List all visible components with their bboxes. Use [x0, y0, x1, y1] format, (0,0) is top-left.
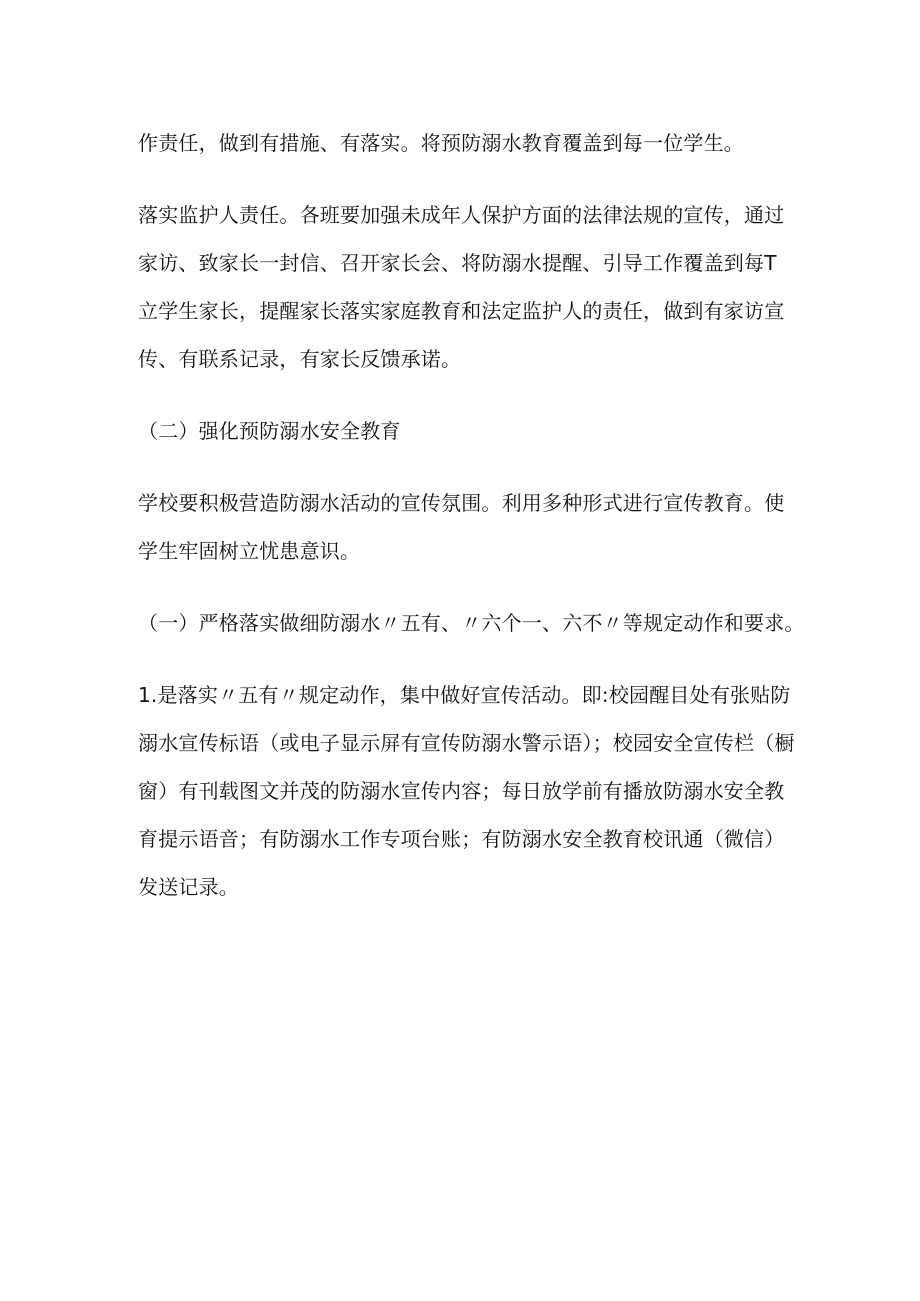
- text-line: 作责任，做到有措施、有落实。将预防溺水教育覆盖到每一位学生。: [138, 131, 744, 155]
- text-line: 1.是落实〃五有〃规定动作，集中做好宣传活动。即:校园醒目处有张贴防: [138, 683, 791, 707]
- text-line: 发送记录。: [138, 875, 239, 899]
- text-line: 立学生家长，提醒家长落实家庭教育和法定监护人的责任，做到有家访宣: [138, 299, 785, 323]
- text-line: 窗）有刊载图文并茂的防溺水宣传内容；每日放学前有播放防溺水安全教: [138, 779, 785, 803]
- text-line: 溺水宣传标语（或电子显示屏有宣传防溺水警示语）；校园安全宣传栏（橱: [138, 731, 795, 755]
- text-line: 家访、致家长一封信、召开家长会、将防溺水提醒、引导工作覆盖到每T: [138, 251, 777, 275]
- text-line: 传、有联系记录，有家长反馈承诺。: [138, 347, 462, 371]
- text-line: 学生牢固树立忧患意识。: [138, 539, 361, 563]
- text-line: 学校要积极营造防溺水活动的宣传氛围。利用多种形式进行宣传教育。使: [138, 491, 785, 515]
- subsection-heading: （一）严格落实做细防溺水〃五有、〃六个一、六不〃等规定动作和要求。: [138, 611, 805, 635]
- section-heading: （二）强化预防溺水安全教育: [138, 419, 401, 443]
- text-line: 育提示语音；有防溺水工作专项台账；有防溺水安全教育校讯通（微信）: [138, 827, 785, 851]
- text-line: 落实监护人责任。各班要加强未成年人保护方面的法律法规的宣传，通过: [138, 203, 785, 227]
